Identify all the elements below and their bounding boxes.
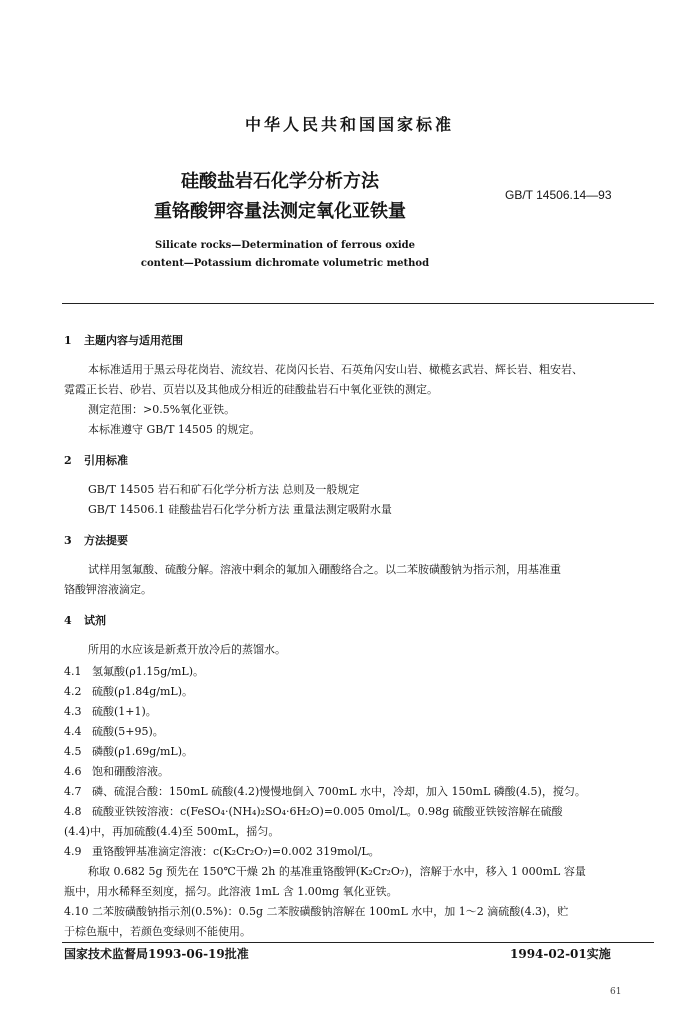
section-title: 方法提要	[84, 534, 128, 547]
item-number: 4.10	[64, 905, 89, 918]
paragraph-continued: 霓霞正长岩、砂岩、页岩以及其他成分相近的硅酸盐岩石中氧化亚铁的测定。	[64, 383, 438, 396]
item-number: 4.5	[64, 745, 82, 758]
item-text: 重铬酸钾基准滴定溶液：c(K₂Cr₂O₇)=0.002 319mol/L。	[92, 845, 380, 858]
item-number: 4.3	[64, 705, 82, 718]
item-text: 硫酸亚铁铵溶液：c(FeSO₄·(NH₄)₂SO₄·6H₂O)=0.005 0mol/L。0.98g 硫酸亚铁铵溶解在硫酸	[92, 805, 563, 818]
reference-item: GB/T 14505 岩石和矿石化学分析方法 总则及一般规定	[88, 483, 360, 496]
section-heading-2	[64, 452, 128, 468]
item-text: 磷、硫混合酸：150mL 硫酸(4.2)慢慢地倒入 700mL 水中，冷却，加入 150mL 磷酸(4.5)，搅匀。	[92, 785, 586, 798]
item-text: 硫酸(1+1)。	[92, 705, 157, 718]
section-heading-1	[64, 332, 183, 348]
item-text: 饱和硼酸溶液。	[92, 765, 169, 778]
item-text: 二苯胺磺酸钠指示剂(0.5%)：0.5g 二苯胺磺酸钠溶解在 100mL 水中，加 1～2 滴硫酸(4.3)，贮	[92, 905, 569, 918]
item-number: 4.4	[64, 725, 82, 738]
section-heading-4	[64, 612, 106, 628]
item-continued: 称取 0.682 5g 预先在 150℃干燥 2h 的基准重铬酸钾(K₂Cr₂O₇)，溶解于水中，移入 1 000mL 容量	[88, 865, 586, 878]
reagent-item	[64, 703, 157, 719]
paragraph: 测定范围：>0.5%氧化亚铁。	[88, 403, 236, 416]
english-title-line1: Silicate rocks—Determination of ferrous oxide	[155, 240, 415, 251]
item-number: 4.1	[64, 665, 82, 678]
reagent-item	[64, 843, 380, 859]
section-heading-3	[64, 532, 128, 548]
document-title-line1: 硅酸盐岩石化学分析方法	[181, 171, 379, 192]
item-continued: 瓶中，用水稀释至刻度，摇匀。此溶液 1mL 含 1.00mg 氧化亚铁。	[64, 885, 398, 898]
section-number: 1	[64, 334, 72, 347]
item-number: 4.7	[64, 785, 82, 798]
item-text: 磷酸(ρ1.69g/mL)。	[92, 745, 194, 758]
paragraph-continued: 铬酸钾溶液滴定。	[64, 583, 152, 596]
header-divider	[62, 303, 654, 304]
reagent-item	[64, 763, 169, 779]
english-title-line2: content—Potassium dichromate volumetric method	[140, 258, 430, 269]
reagent-item	[64, 663, 204, 679]
standard-number: GB/T 14506.14—93	[505, 188, 612, 202]
item-number: 4.2	[64, 685, 82, 698]
reagent-item	[64, 723, 164, 739]
item-text: 硫酸(5+95)。	[92, 725, 164, 738]
implementation-date: 1994-02-01实施	[510, 947, 611, 961]
paragraph: 试样用氢氟酸、硫酸分解。溶液中剩余的氟加入硼酸络合之。以二苯胺磺酸钠为指示剂，用基准重	[88, 563, 561, 576]
item-number: 4.8	[64, 805, 82, 818]
item-text: 氢氟酸(ρ1.15g/mL)。	[92, 665, 205, 678]
item-number: 4.9	[64, 845, 82, 858]
item-number: 4.6	[64, 765, 82, 778]
page-number: 61	[610, 987, 622, 997]
paragraph: 所用的水应该是新煮开放冷后的蒸馏水。	[88, 643, 286, 656]
footer-divider	[62, 942, 654, 943]
reagent-item	[64, 903, 568, 919]
issuing-authority: 中华人民共和国国家标准	[244, 115, 454, 134]
paragraph: 本标准遵守 GB/T 14505 的规定。	[88, 423, 261, 436]
reagent-item	[64, 783, 586, 799]
item-continued: 于棕色瓶中，若颜色变绿则不能使用。	[64, 925, 251, 938]
section-number: 2	[64, 454, 72, 467]
section-number: 4	[64, 614, 72, 627]
section-title: 主题内容与适用范围	[84, 334, 183, 347]
item-text: 硫酸(ρ1.84g/mL)。	[92, 685, 194, 698]
reagent-item	[64, 803, 563, 819]
section-title: 试剂	[84, 614, 106, 627]
approval-date: 国家技术监督局1993-06-19批准	[64, 947, 249, 961]
section-title: 引用标准	[84, 454, 128, 467]
reference-item: GB/T 14506.1 硅酸盐岩石化学分析方法 重量法测定吸附水量	[88, 503, 392, 516]
item-continued: (4.4)中，再加硫酸(4.4)至 500mL，摇匀。	[64, 825, 280, 838]
paragraph: 本标准适用于黑云母花岗岩、流纹岩、花岗闪长岩、石英角闪安山岩、橄榄玄武岩、辉长岩、粗安岩、	[88, 363, 583, 376]
reagent-item	[64, 743, 193, 759]
reagent-item	[64, 683, 193, 699]
document-title-line2: 重铬酸钾容量法测定氧化亚铁量	[154, 201, 406, 222]
section-number: 3	[64, 534, 72, 547]
